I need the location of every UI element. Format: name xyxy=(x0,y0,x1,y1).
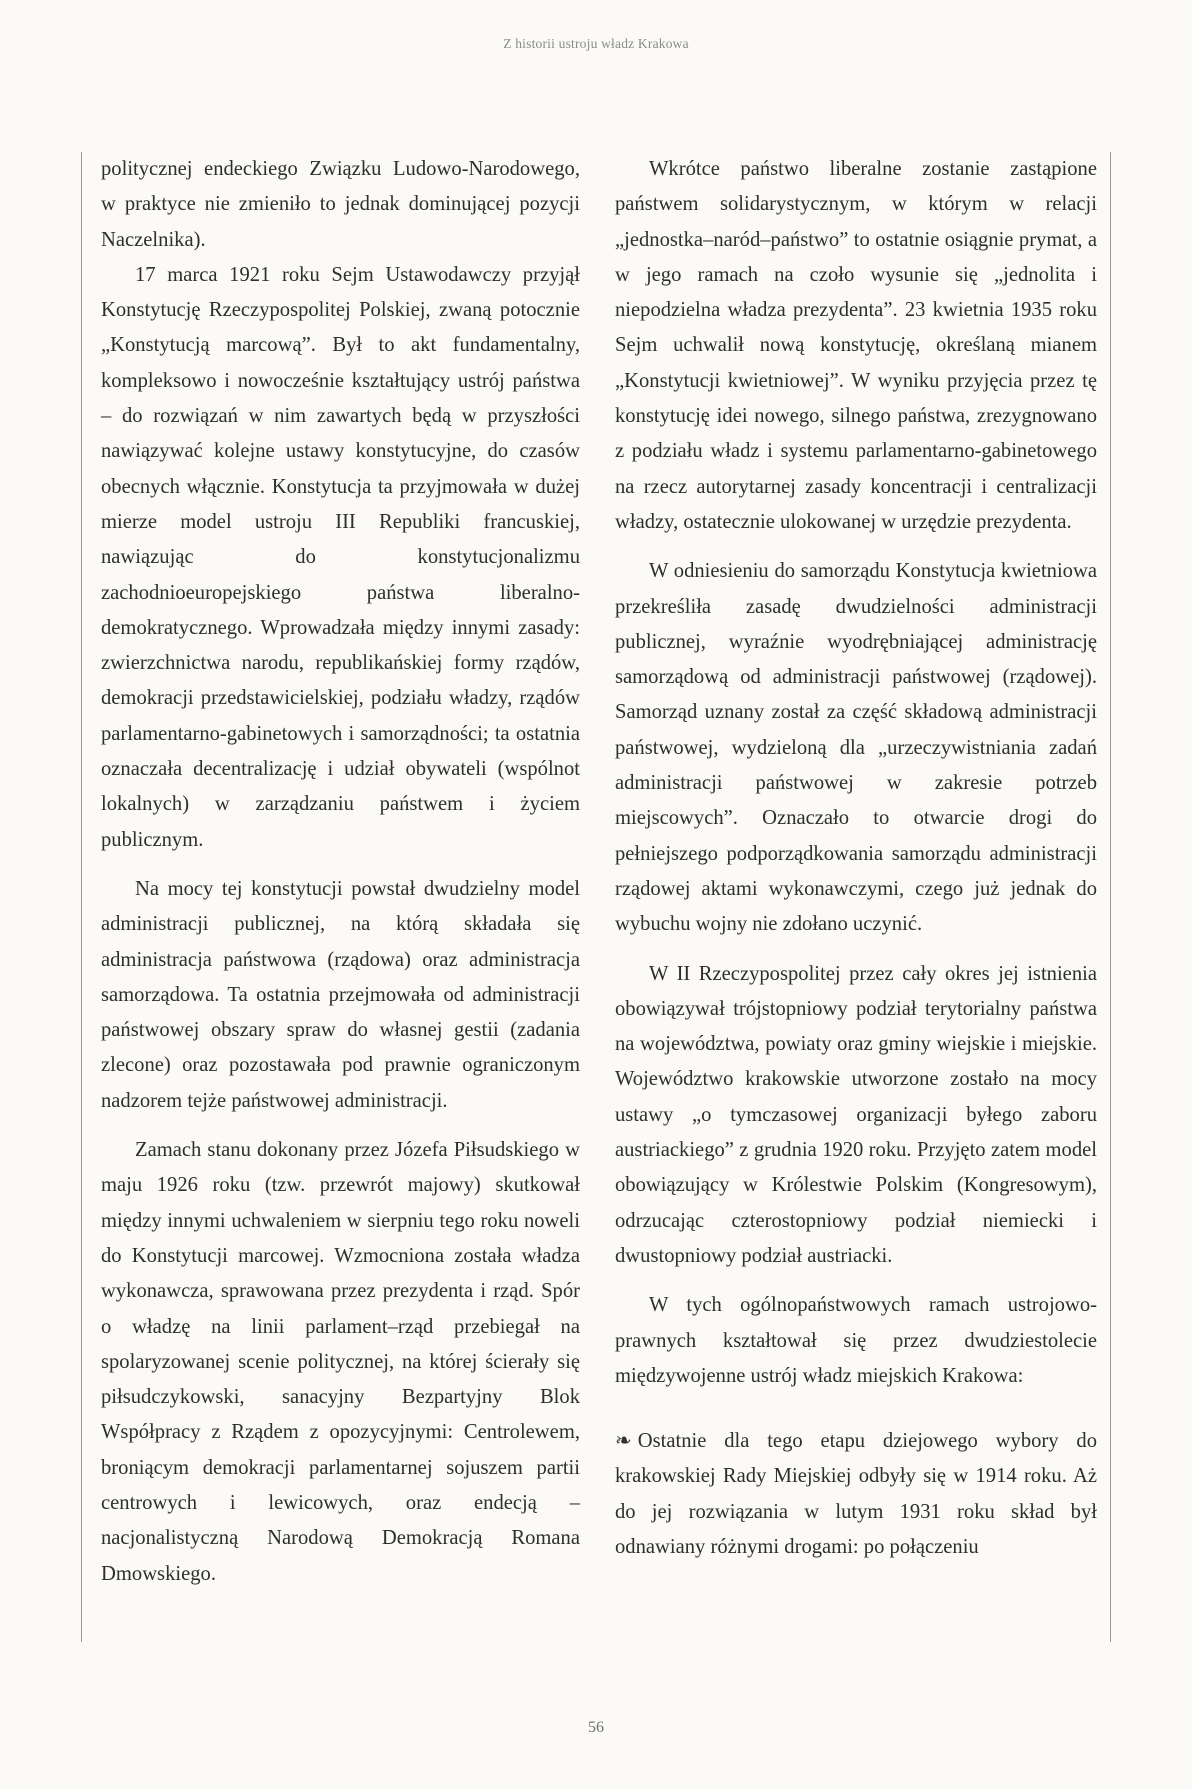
paragraph-continuation: politycznej endeckiego Związku Ludowo-Narodowego, w praktyce nie zmieniło to jednak dominującej pozycji Naczelnika). xyxy=(101,158,580,251)
right-margin-rule xyxy=(1110,152,1111,1642)
paragraph-territorial-division: W II Rzeczypospolitej przez cały okres jej istnienia obowiązywał trójstopniowy podział terytorialny państwa na województwa, powiaty oraz gminy wiejskie i miejskie. Województwo krakowskie utworzone zostało na mocy ustawy „o tymczasowej organizacji byłego zaboru austriackiego” z grudnia 1920 roku. Przyjęto zatem model obowiązujący w Królestwie Polskim (Kongresowym), odrzucając czterostopniowy podział niemiecki i dwustopniowy podział austriacki. xyxy=(615,962,1097,1267)
paragraph-april-constitution: W odniesieniu do samorządu Konstytucja kwietniowa przekreśliła zasadę dwudzielności administracji publicznej, wyraźnie wyodrębniającej administrację samorządową od administracji państwowej (rządowej). Samorząd uznany został za część składową administracji państwowej, wydzieloną dla „urzeczywistniania zadań administracji państwowej w zakresie potrzeb miejscowych”. Oznaczało to otwarcie drogi do pełniejszego podporządkowania samorządu administracji rządowej aktami wykonawczymi, czego już jednak do wybuchu wojny nie zdołano uczynić. xyxy=(615,560,1097,936)
paragraph-march-constitution: 17 marca 1921 roku Sejm Ustawodawczy przyjął Konstytucję Rzeczypospolitej Polskiej, zwaną potocznie „Konstytucją marcową”. Był to akt fundamentalny, kompleksowo i nowocześnie kształtujący ustrój państwa – do rozwiązań w nim zawartych będą w przyszłości nawiązywać kolejne ustawy konstytucyjne, do czasów obecnych włącznie. Konstytucja ta przyjmowała w dużej mierze model ustroju III Republiki francuskiej, nawiązując do konstytucjonalizmu zachodnioeuropejskiego państwa liberalno-demokratycznego. Wprowadzała między innymi zasady: zwierzchnictwa narodu, republikańskiej formy rządów, demokracji przedstawicielskiej, podziału władzy, rządów parlamentarno-gabinetowych i samorządności; ta ostatnia oznaczała decentralizację i udział obywateli (wspólnot lokalnych) w zarządzaniu państwem i życiem publicznym. xyxy=(101,263,580,851)
floral-heart-icon: ❧ xyxy=(615,1430,632,1453)
page-number: 56 xyxy=(588,1719,604,1736)
bullet-paragraph-text: Ostatnie dla tego etapu dziejowego wybory do krakowskiej Rady Miejskiej odbyły się w 1914 roku. Aż do jej rozwiązania w lutym 1931 roku skład był odnawiany różnymi drogami: po połączeniu xyxy=(615,1430,1097,1558)
paragraph-dual-administration: Na mocy tej konstytucji powstał dwudzielny model administracji publicznej, na którą składała się administracja państwowa (rządowa) oraz administracja samorządowa. Ta ostatnia przejmowała od administracji państwowej obszary spraw do własnej gestii (zadania zlecone) oraz pozostawała pod prawnie ograniczonym nadzorem tejże państwowej administracji. xyxy=(101,877,580,1112)
left-margin-rule xyxy=(81,152,82,1642)
running-title: Z historii ustroju władz Krakowa xyxy=(503,36,689,51)
paragraph-may-coup: Zamach stanu dokonany przez Józefa Piłsudskiego w maju 1926 roku (tzw. przewrót majowy) skutkował między innymi uchwaleniem w sierpniu tego roku noweli do Konstytucji marcowej. Wzmocniona została władza wykonawcza, sprawowana przez prezydenta i rząd. Spór o władzę na linii parlament–rząd przebiegał na spolaryzowanej scenie politycznej, na której ścierały się piłsudczykowski, sanacyjny Bezpartyjny Blok Współpracy z Rządem z opozycyjnymi: Centrolewem, broniącym demokracji parlamentarnej sojuszem partii centrowych i lewicowych, oraz endecją – nacjonalistyczną Narodową Demokracją Romana Dmowskiego. xyxy=(101,1139,580,1585)
paragraph-framework: W tych ogólnopaństwowych ramach ustrojowo-prawnych kształtował się przez dwudziestolecie międzywojenne ustrój władz miejskich Krakowa: xyxy=(615,1294,1097,1387)
right-column xyxy=(615,152,1097,1565)
left-column xyxy=(101,152,580,1592)
paragraph-solidarist-state: Wkrótce państwo liberalne zostanie zastąpione państwem solidarystycznym, w którym w relacji „jednostka–naród–państwo” to ostatnie osiągnie prymat, a w jego ramach na czoło wysunie się „jednolita i niepodzielna władza prezydenta”. 23 kwietnia 1935 roku Sejm uchwalił nową konstytucję, określaną mianem „Konstytucji kwietniowej”. W wyniku przyjęcia przez tę konstytucję idei nowego, silnego państwa, zrezygnowano z podziału władz i systemu parlamentarno-gabinetowego na rzecz autorytarnej zasady koncentracji i centralizacji władzy, ostatecznie ulokowanej w urzędzie prezydenta. xyxy=(615,158,1097,533)
bullet-paragraph xyxy=(615,1424,1097,1565)
